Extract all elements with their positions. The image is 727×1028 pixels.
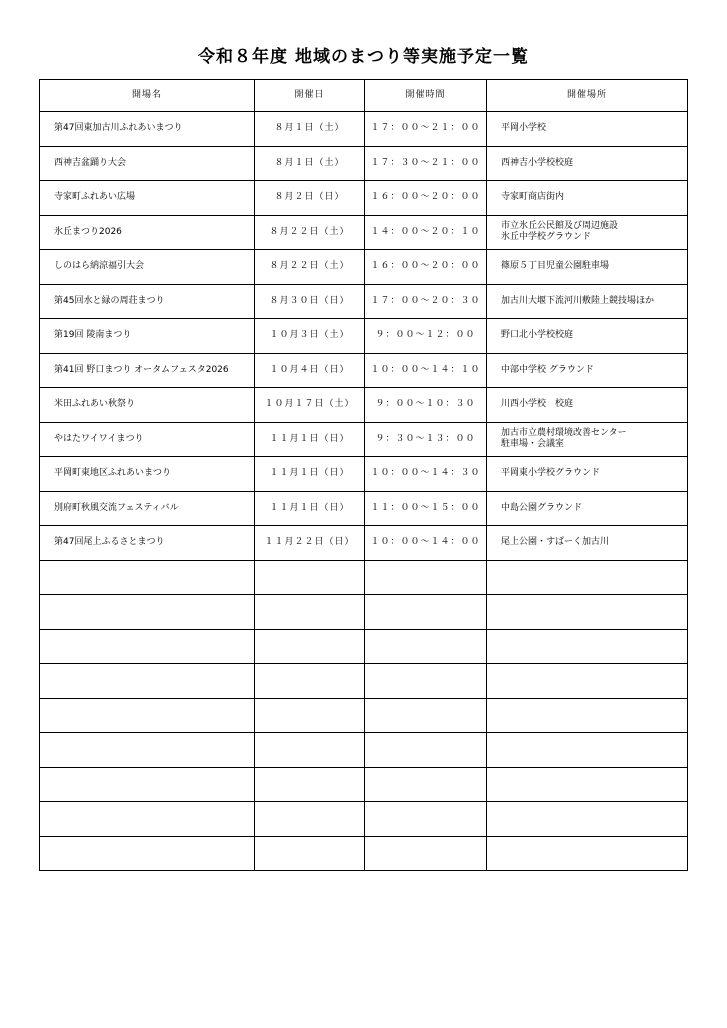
event-date-cell — [255, 802, 365, 837]
event-place-cell: 尾上公園・すぱーく加古川 — [487, 526, 688, 561]
event-name-cell — [40, 560, 255, 595]
event-date-cell: ８月２日（日） — [255, 181, 365, 216]
event-name-cell — [40, 836, 255, 871]
table-row — [40, 802, 688, 837]
event-name-cell: 氷丘まつり2026 — [40, 215, 255, 250]
table-row — [40, 250, 688, 285]
event-name-cell: 第41回 野口まつり オータムフェスタ2026 — [40, 353, 255, 388]
table-row — [40, 560, 688, 595]
event-place-cell: 平岡東小学校グラウンド — [487, 457, 688, 492]
event-place-cell: 篠原５丁目児童公園駐車場 — [487, 250, 688, 285]
table-row — [40, 457, 688, 492]
event-name-cell: 別府町秋風交流フェスティバル — [40, 491, 255, 526]
event-place-cell — [487, 767, 688, 802]
table-row — [40, 112, 688, 147]
event-name-cell: 寺家町ふれあい広場 — [40, 181, 255, 216]
table-row — [40, 146, 688, 181]
event-date-cell — [255, 560, 365, 595]
event-time-cell — [365, 767, 487, 802]
table-row — [40, 353, 688, 388]
event-place-cell — [487, 560, 688, 595]
table-row — [40, 491, 688, 526]
event-place-cell: 中部中学校 グラウンド — [487, 353, 688, 388]
page-title: 令和８年度 地域のまつり等実施予定一覧 — [198, 47, 529, 67]
event-name-cell — [40, 664, 255, 699]
header-time: 開催時間 — [365, 80, 487, 112]
event-name-cell: 第47回東加古川ふれあいまつり — [40, 112, 255, 147]
event-place-cell — [487, 698, 688, 733]
event-time-cell: １１：００〜１５：００ — [365, 491, 487, 526]
event-time-cell: １６：００〜２０：００ — [365, 250, 487, 285]
event-place-cell: 加古川大堰下流河川敷陸上競技場ほか — [487, 284, 688, 319]
event-name-cell — [40, 629, 255, 664]
event-time-cell: １７：００〜２０：３０ — [365, 284, 487, 319]
event-schedule-table — [39, 79, 688, 871]
event-name-cell: 平岡町東地区ふれあいまつり — [40, 457, 255, 492]
event-date-cell — [255, 629, 365, 664]
event-time-cell: １４：００〜２０：１０ — [365, 215, 487, 250]
event-time-cell — [365, 560, 487, 595]
event-date-cell: １０月１７日（土） — [255, 388, 365, 423]
event-place-cell: 加古市立農村環境改善センター 駐車場・会議室 — [487, 422, 688, 457]
event-date-cell: １１月１日（日） — [255, 457, 365, 492]
event-date-cell: ８月１日（土） — [255, 112, 365, 147]
table-row — [40, 733, 688, 768]
event-name-cell: 米田ふれあい秋祭り — [40, 388, 255, 423]
event-time-cell — [365, 836, 487, 871]
table-row — [40, 319, 688, 354]
event-time-cell: ９：００〜１２：００ — [365, 319, 487, 354]
table-row — [40, 388, 688, 423]
event-date-cell: ８月１日（土） — [255, 146, 365, 181]
event-place-cell — [487, 595, 688, 630]
event-date-cell: ８月３０日（日） — [255, 284, 365, 319]
header-place: 開催場所 — [487, 80, 688, 112]
event-date-cell: １０月４日（日） — [255, 353, 365, 388]
event-name-cell: しのはら納涼福引大会 — [40, 250, 255, 285]
event-date-cell — [255, 767, 365, 802]
event-name-cell — [40, 802, 255, 837]
event-place-cell: 平岡小学校 — [487, 112, 688, 147]
event-date-cell: １０月３日（土） — [255, 319, 365, 354]
table-row — [40, 698, 688, 733]
event-name-cell — [40, 767, 255, 802]
event-time-cell: ９：３０〜１３：００ — [365, 422, 487, 457]
event-name-cell: 第47回尾上ふるさとまつり — [40, 526, 255, 561]
event-time-cell — [365, 802, 487, 837]
table-row — [40, 664, 688, 699]
event-place-cell: 中島公園グラウンド — [487, 491, 688, 526]
event-place-cell: 川西小学校 校庭 — [487, 388, 688, 423]
event-name-cell: やはたワイワイまつり — [40, 422, 255, 457]
event-date-cell — [255, 836, 365, 871]
event-time-cell: ９：００〜１０：３０ — [365, 388, 487, 423]
event-name-cell — [40, 595, 255, 630]
event-date-cell — [255, 733, 365, 768]
table-row — [40, 422, 688, 457]
event-place-cell: 寺家町商店街内 — [487, 181, 688, 216]
event-time-cell: １０：００〜１４：００ — [365, 526, 487, 561]
table-row — [40, 284, 688, 319]
event-place-cell — [487, 733, 688, 768]
event-name-cell — [40, 733, 255, 768]
event-place-cell — [487, 836, 688, 871]
event-place-cell: 市立氷丘公民館及び周辺施設 氷丘中学校グラウンド — [487, 215, 688, 250]
event-time-cell — [365, 629, 487, 664]
event-time-cell: １６：００〜２０：００ — [365, 181, 487, 216]
event-time-cell: １７：００〜２１：００ — [365, 112, 487, 147]
event-date-cell: １１月１日（日） — [255, 422, 365, 457]
header-venue-name: 開場名 — [40, 80, 255, 112]
event-date-cell — [255, 664, 365, 699]
table-row — [40, 595, 688, 630]
event-date-cell — [255, 698, 365, 733]
event-name-cell: 西神吉盆踊り大会 — [40, 146, 255, 181]
event-time-cell: １７：３０〜２１：００ — [365, 146, 487, 181]
event-time-cell — [365, 733, 487, 768]
event-time-cell: １０：００〜１４：３０ — [365, 457, 487, 492]
event-time-cell — [365, 664, 487, 699]
event-name-cell: 第19回 陵南まつり — [40, 319, 255, 354]
table-row — [40, 526, 688, 561]
event-date-cell — [255, 595, 365, 630]
event-place-cell: 西神吉小学校校庭 — [487, 146, 688, 181]
event-place-cell — [487, 629, 688, 664]
event-place-cell: 野口北小学校校庭 — [487, 319, 688, 354]
event-date-cell: １１月２２日（日） — [255, 526, 365, 561]
table-row — [40, 767, 688, 802]
table-row — [40, 629, 688, 664]
event-name-cell — [40, 698, 255, 733]
table-row — [40, 215, 688, 250]
event-name-cell: 第45回水と緑の周荘まつり — [40, 284, 255, 319]
table-header-row — [40, 80, 688, 112]
event-date-cell: ８月２２日（土） — [255, 215, 365, 250]
event-date-cell: ８月２２日（土） — [255, 250, 365, 285]
table-row — [40, 181, 688, 216]
event-time-cell — [365, 595, 487, 630]
event-time-cell: １０：００〜１４：１０ — [365, 353, 487, 388]
event-place-cell — [487, 664, 688, 699]
table-row — [40, 836, 688, 871]
header-date: 開催日 — [255, 80, 365, 112]
event-place-cell — [487, 802, 688, 837]
event-time-cell — [365, 698, 487, 733]
event-date-cell: １１月１日（日） — [255, 491, 365, 526]
